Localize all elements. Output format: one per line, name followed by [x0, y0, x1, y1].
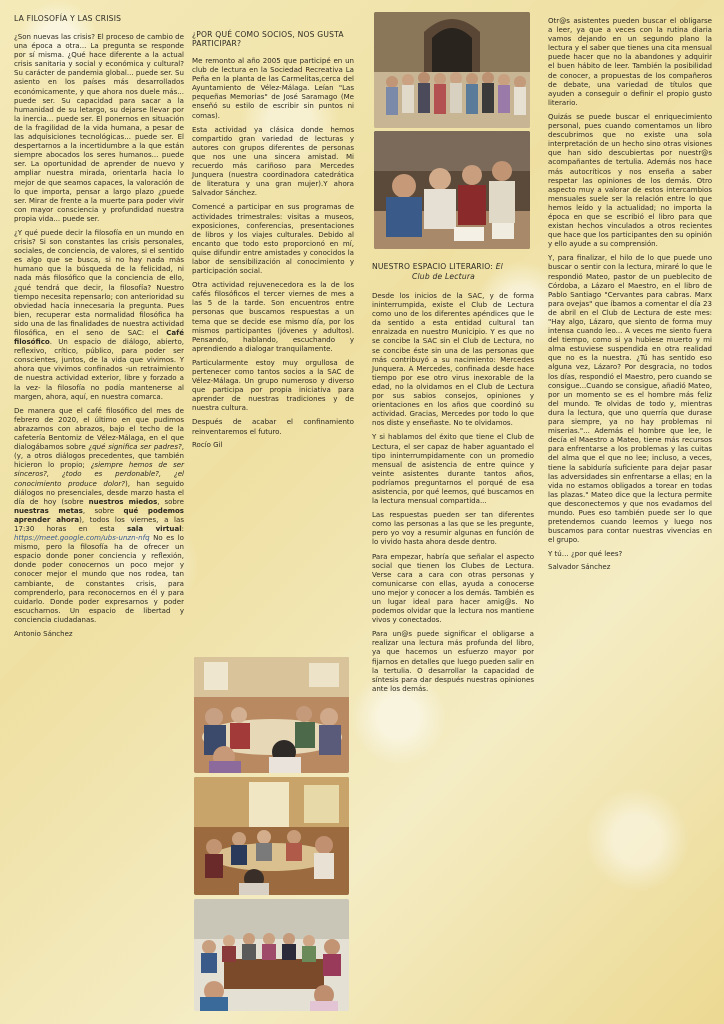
paragraph: Después de acabar el confinamiento reinventaremos el futuro. — [192, 417, 354, 436]
paragraph: Me remonto al año 2005 que participé en un club de lectura en la Sociedad Recreativa La Peña en la planta de las Carmelitas,cerca del Ayuntamiento de Vélez-Málaga. Leían "Las pequeñas Memorias" de José Saramago (Me enseñó su estilo de escribir sin puntos ni comas). — [192, 56, 354, 120]
paragraph: Otra actividad rejuvenecedora es la de los cafés filosóficos el tercer viernes de mes a las 5 de la tarde. Son encuentros entre personas que buscamos respuestas a un tema que se decide ese mismo día, por los mismos participantes (jóvenes y adultos). Pensando, hablando, escuchando y aprendiendo a dialogar tranquilamente. — [192, 280, 354, 353]
paragraph: Las respuestas pueden ser tan diferentes como las personas a las que se les pregunte, pero yo voy a resumir algunas en función de lo vivido hasta ahora desde dentro. — [372, 510, 534, 547]
author-signature: Salvador Sánchez — [548, 563, 611, 572]
article-title-participation: ¿POR QUÉ COMO SOCIOS, NOS GUSTA PARTICIPAR? — [192, 30, 344, 48]
column-reading-club-continued — [548, 0, 712, 1024]
paragraph: Desde los inicios de la SAC, y de forma ininterrumpida, existe el Club de Lectura como uno de los diferentes apéndices que le da sentido a esta entidad cultural tan enraizada en nuestro Municipio. Y es que no se concibe la SAC sin el Club de Lectura, no se concibe éste sin una de las personas que más contribuyó a su nacimiento: Mercedes Junquera. A Mercedes, confinada desde hace tiempo por ese otro virus inexorable de la edad, no la olvidamos en el Club de Lectura por sus sabios consejos, opiniones y orientaciones en los años que coordinó su actividad. Gracias, Mercedes por todo lo que nos diste y enseñaste. No te olvidamos. — [372, 291, 534, 428]
paragraph: Quizás se puede buscar el enriquecimiento personal, pues cuando comentamos un libro descubrimos que no existe una sola interpretación de un hecho sino otras visiones que han sido descubiertas por nuestr@s acompañantes de tertulia. Además nos hace más autocríticos y nos enseña a saber respetar las opiniones de los demás. Otro aspecto muy a valorar de estos intercambios mensuales suele ser la relación entre lo que hemos leído y la actualidad; no importa la época en que se escribió el libro para que existan hechos vinculados a otros recientes que hace que los participantes den su opinión y ello ayude a su comprensión. — [548, 111, 712, 249]
article-title-reading-club: NUESTRO ESPACIO LITERARIO: El Club de Lectura — [372, 262, 503, 281]
author-signature: Antonio Sánchez — [14, 630, 73, 638]
paragraph: De manera que el café filosófico del mes de febrero de 2020, el último en que pudimos abrazarnos con abrazos, bajo el techo de la cafetería Bentomiz de Vélez-Málaga, en el que dialogábamos sobre ¿qué significa ser padres?, (y, a otros diálogos precedentes, que también hicieron lo propio; ¿siempre hemos de ser sinceros?, ¿todo es perdonable?, ¿el conocimiento produce dolor?), han seguido diálogos no presenciales, desde marzo hasta el día de hoy (sobre nuestros miedos, sobre nuestras metas, sobre qué podemos aprender ahora), todos los viernes, a las 17:30 horas en esta sala virtual: https://meet.google.com/ubs-unzn-nfq No es lo mismo, pero la filosofía ha de ofrecer un espacio donde poner conciencia y reflexión, donde poder conocernos un poco mejor y conocer mejor el mundo que nos rodea, tan cambiante, de constantes crisis, para comprenderlo, para reconocernos en él y para cuidarlo. Donde poder expresarnos y poder escucharnos. Un espacio de libertad y conciencia ciudadanas. — [14, 405, 184, 624]
paragraph: Y tú… ¿por qué lees? — [548, 549, 623, 559]
author-signature: Rocío Gil — [192, 440, 223, 449]
article-body-philosophy — [14, 32, 184, 624]
column-reading-club — [372, 0, 534, 1024]
paragraph: ¿Y qué puede decir la filosofía en un mundo en crisis? Si son constantes las crisis personales, sociales, de conciencia, de valores, si el sentido es algo que se busca, si no hay nada más humano que la búsqueda de la felicidad, ni nada más filosófico que la conciencia de ello, ¿qué tendrá que decir, la filosofía? Nuestro tiempo necesita repensarlo; con anterioridad su obviedad hacía innecesaria la pregunta. Pues bien, recuperar esta normalidad filosófica ha sido una de las finalidades de nuestra actividad filosófica, en el seno de SAC: el Café filosófico. Un espacio de diálogo, abierto, reflexivo, crítico, público, para poder ser conscientes, juntos, de la vida que vivimos. Y ahora que vivimos confinados -un retraimiento de nuestra actividad exterior, libre y forzado a la vez- la filosofía no podía mantenerse al margen, ahora, aquí, en nuestra comarca. — [14, 227, 184, 401]
article-title-philosophy: LA FILOSOFÍA Y LAS CRISIS — [14, 14, 122, 23]
meet-link[interactable]: https://meet.google.com/ubs-unzn-nfq — [14, 533, 150, 543]
paragraph: Otr@s asistentes pueden buscar el obligarse a leer, ya que a veces con la rutina diaria vamos dejando en un segundo plano la lectura y el saber que tienes una cita mensual puede hacer que no la abandones y adquirir el buen hábito de leer. También la posibilidad de conocer, a propuestas de los compañeros de debate, una variedad de títulos que ayuden a conseguir o definir el propio gusto literario. — [548, 16, 712, 107]
article-body-participation — [192, 56, 354, 436]
paragraph: Esta actividad ya clásica donde hemos compartido gran variedad de lecturas y autores con grupos diferentes de personas que nos une una sincera amistad. Mi recuerdo más cariñoso para Mercedes Junquera (nuestra coordinadora catedrática de literatura y una gran mujer).Y ahora Salvador Sánchez. — [192, 124, 354, 198]
column-philosophy — [14, 0, 184, 1024]
paragraph: ¿Son nuevas las crisis? El proceso de cambio de una época a otra... La pregunta se responde por sí misma. ¿Qué hace diferente a la actual crisis sanitaria y social y económica y cultural? Su carácter de pandemia global... puede ser. Su asiento en los países más desarrollados económicamente, y que ahora nos duele más... puede ser. Su capacidad para sacar a la humanidad de su letargo, su dejarse llevar por la inercia... puede ser. El ponernos en situación de la fragilidad de la vida humana, a pesar de las adquisiciones tecnológicas... puede ser. El despertarnos a la incertidumbre a la que están siempre abocados los seres humanos... puede ser. La oportunidad de aprender de nuevo y ampliar nuestra mirada, orientarla hacia lo mejor de que seamos capaces, la valoración de lo que importa, pensar a largo plazo ¿puede ser. Mirar de frente a la muerte para poder vivir con mayor consciencia y profundidad nuestra propia vida... puede ser. — [14, 32, 184, 223]
photo-group-cafe-2 — [194, 777, 349, 895]
paragraph: Y, para finalizar, el hilo de lo que puede uno buscar o sentir con la lectura, miraré lo que le respondió Mateo, pastor de un pueblecito de Córdoba, a Lázaro el Maestro, en el libro de Pablo Santiago "Cervantes para cabras. Marx para ovejas" que íbamos a comentar el día 23 de abril en el Club de Lectura de este mes: "Hay algo, Lázaro, que siento de forma muy intensa cuando leo... A veces me siento fuera del tiempo, como si ya hubiese muerto y mi alma estuviese suspendida en otra realidad que no es la nuestra. ¿Tú has sentido eso alguna vez, Lázaro? Por desgracia, no todos los días, respondió el Maestro, pero cuando se consigue...Cuando se consigue, añadió Mateo, por un momento se es el hombre más feliz del mundo. Te olvidas de todo y, mientras dura la lectura, que uno querría que durase para siempre, ya no hay problemas ni miserias."... Además el hombre que lee, le decía el Maestro a Mateo, tiene más recursos para enfrentarse a los problemas y las cuitas del alma que el que no lee; incluso, a veces, tiene la sabiduría suficiente para dejar pasar las adversidades sin enfrentarse a ellas; en la vida no estamos obligados a torear en todas las plazas." Mateo dice que la lectura permite que desconectemos y que nos evadamos del mundo. Pues eso también puede ser lo que pretendemos cuando leemos y luego nos buscamos para contar nuestras vivencias en el grupo. — [548, 253, 712, 545]
paragraph: Comencé a participar en sus programas de actividades trimestrales: visitas a museos, exposiciones, conferencias, presentaciones de libros y los viajes culturales. Debido al encanto que todo esto proporcionó en mí, quise difundir entre amistades y conocidos la labor de sensibilización al conocimiento y participación social. — [192, 202, 354, 276]
photo-group-cafe-1 — [194, 657, 349, 773]
paragraph: Para empezar, habría que señalar el aspecto social que tienen los Clubes de Lectura. Verse cara a cara con otras personas y comunicarse con ellas, ayuda a conocerse uno mejor y conocer a los demás. También es un lugar ideal para hacer amig@s. No podemos olvidar que la lectura nos mantiene vivos y conectados. — [372, 551, 534, 625]
article-body-reading-club-cont — [548, 16, 712, 558]
paragraph: Para un@s puede significar el obligarse a realizar una lectura más profunda del libro, ya que hacemos un esfuerzo mayor por fijarnos en detalles que luego pueden salir en la tertulia. O desarrollar la capacidad de síntesis para dar después nuestras opiniones ante los demás. — [372, 629, 534, 693]
photo-group-meeting — [194, 899, 349, 1011]
paragraph: Particularmente estoy muy orgullosa de pertenecer como tantos socios a la SAC de Vélez-Málaga. Un grupo numeroso y diverso que participa por propia iniciativa para aprender de nuestras tradiciones y de nuestra cultura. — [192, 357, 354, 413]
article-body-reading-club — [372, 291, 534, 693]
paragraph: Y si hablamos del éxito que tiene el Club de Lectura, el ser capaz de haber aguantado el tipo ininterrumpidamente con un promedio mensual de asistencia de entre quince y veinte asistentes durante tantos años, podríamos preguntarnos el porqué de esa asistencia, por qué leemos, qué buscamos en la lectura mensual compartida... — [372, 432, 534, 506]
